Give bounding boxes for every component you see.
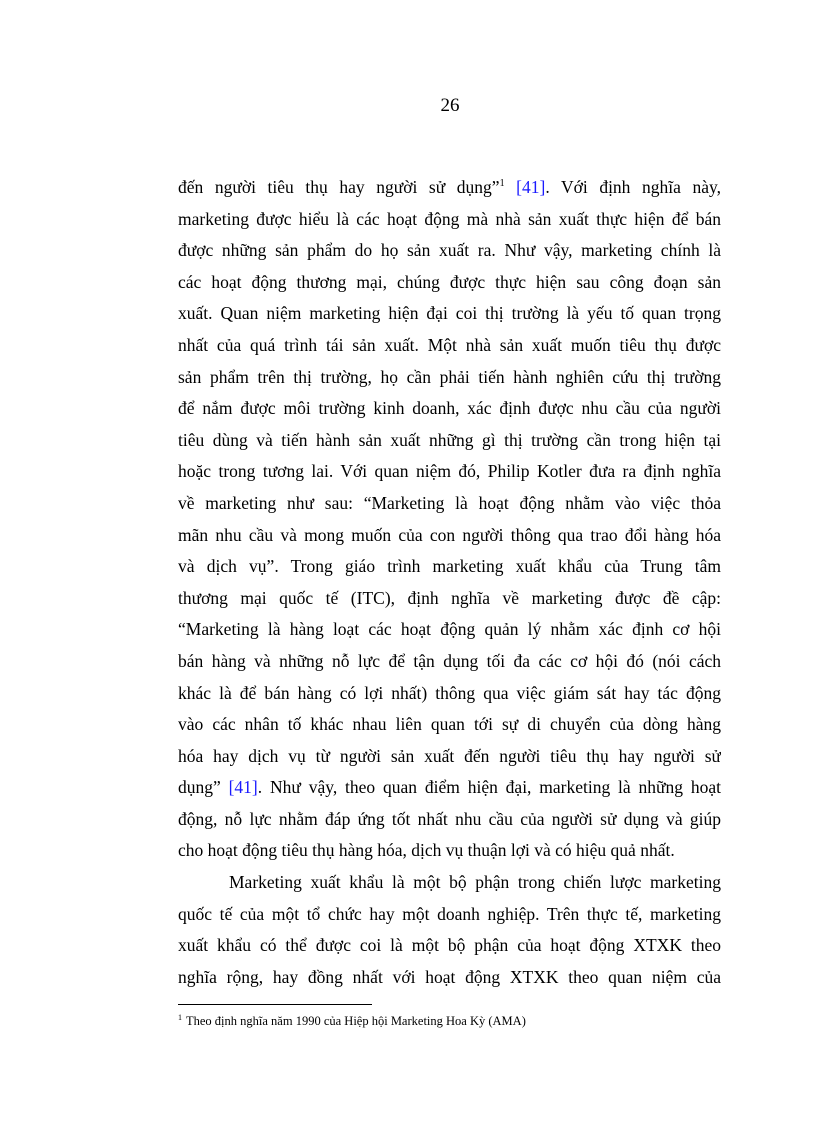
footnote-ref[interactable]: 1 (499, 178, 505, 189)
text-line: để nắm được môi trường kinh doanh, xác định được nhu cầu của người (178, 398, 721, 419)
text-line: xuất khẩu có thể được coi là một bộ phận của hoạt động XTXK theo (178, 935, 721, 956)
text-line: marketing được hiểu là các hoạt động mà nhà sản xuất thực hiện để bán (178, 208, 721, 229)
footnote-text: Theo định nghĩa năm 1990 của Hiệp hội Marketing Hoa Kỳ (AMA) (186, 1014, 526, 1028)
page-number: 26 (440, 95, 460, 116)
text-line: về marketing như sau: “Marketing là hoạt động nhằm vào việc thỏa (178, 492, 721, 513)
text-line (178, 772, 721, 804)
footnote (178, 1012, 721, 1030)
text-line: sản phẩm trên thị trường, họ cần phải tiến hành nghiên cứu thị trường (178, 366, 721, 387)
text-line: xuất. Quan niệm marketing hiện đại coi thị trường là yếu tố quan trọng (178, 303, 721, 324)
text-line: vào các nhân tố khác nhau liên quan tới sự di chuyển của dòng hàng (178, 714, 721, 735)
text-line: Marketing xuất khẩu là một bộ phận trong chiến lược marketing (229, 872, 721, 893)
text-segment: . Với định nghĩa này, (545, 177, 721, 197)
text-line: nhất của quá trình tái sản xuất. Một nhà sản xuất muốn tiêu thụ được (178, 334, 721, 355)
body-text (178, 172, 721, 993)
paragraph-2 (178, 867, 721, 993)
footnote-marker: 1 (178, 1013, 182, 1022)
text-line: động, nỗ lực nhằm đáp ứng tốt nhất nhu cầu của người sử dụng và giúp (178, 808, 721, 829)
text-segment: đến người tiêu thụ hay người sử dụng” (178, 177, 500, 197)
text-line: “Marketing là hàng loạt các hoạt động quản lý nhằm xác định cơ hội (178, 619, 721, 640)
text-line: được những sản phẩm do họ sản xuất ra. Như vậy, marketing chính là (178, 240, 721, 261)
text-line: và dịch vụ”. Trong giáo trình marketing xuất khẩu của Trung tâm (178, 556, 721, 577)
text-segment: . Như vậy, theo quan điểm hiện đại, marketing là những hoạt (257, 777, 721, 798)
text-line (178, 172, 721, 204)
text-line: quốc tế của một tổ chức hay một doanh nghiệp. Trên thực tế, marketing (178, 903, 721, 924)
text-segment: dụng” (178, 777, 229, 798)
paragraph-1 (178, 172, 721, 867)
text-line: tiêu dùng và tiến hành sản xuất những gì thị trường cần trong hiện tại (178, 429, 721, 450)
text-line: bán hàng và những nỗ lực để tận dụng tối đa các cơ hội đó (nói cách (178, 650, 721, 671)
citation-link[interactable]: [41] (516, 177, 546, 197)
text-line: nghĩa rộng, hay đồng nhất với hoạt động XTXK theo quan niệm của (178, 966, 721, 987)
text-line: thương mại quốc tế (ITC), định nghĩa về marketing được đề cập: (178, 587, 721, 608)
text-line: hoặc trong tương lai. Với quan niệm đó, Philip Kotler đưa ra định nghĩa (178, 461, 721, 482)
text-line: mãn nhu cầu và mong muốn của con người thông qua trao đổi hàng hóa (178, 524, 721, 545)
text-line: hóa hay dịch vụ từ người sản xuất đến người tiêu thụ hay người sử (178, 745, 721, 766)
footnote-separator (178, 1004, 372, 1005)
text-line: các hoạt động thương mại, chúng được thực hiện sau công đoạn sản (178, 271, 721, 292)
citation-link[interactable]: [41] (228, 777, 258, 798)
text-line: cho hoạt động tiêu thụ hàng hóa, dịch vụ thuận lợi và có hiệu quả nhất. (178, 840, 675, 861)
text-line: khác là để bán hàng có lợi nhất) thông qua việc giám sát hay tác động (178, 682, 721, 703)
